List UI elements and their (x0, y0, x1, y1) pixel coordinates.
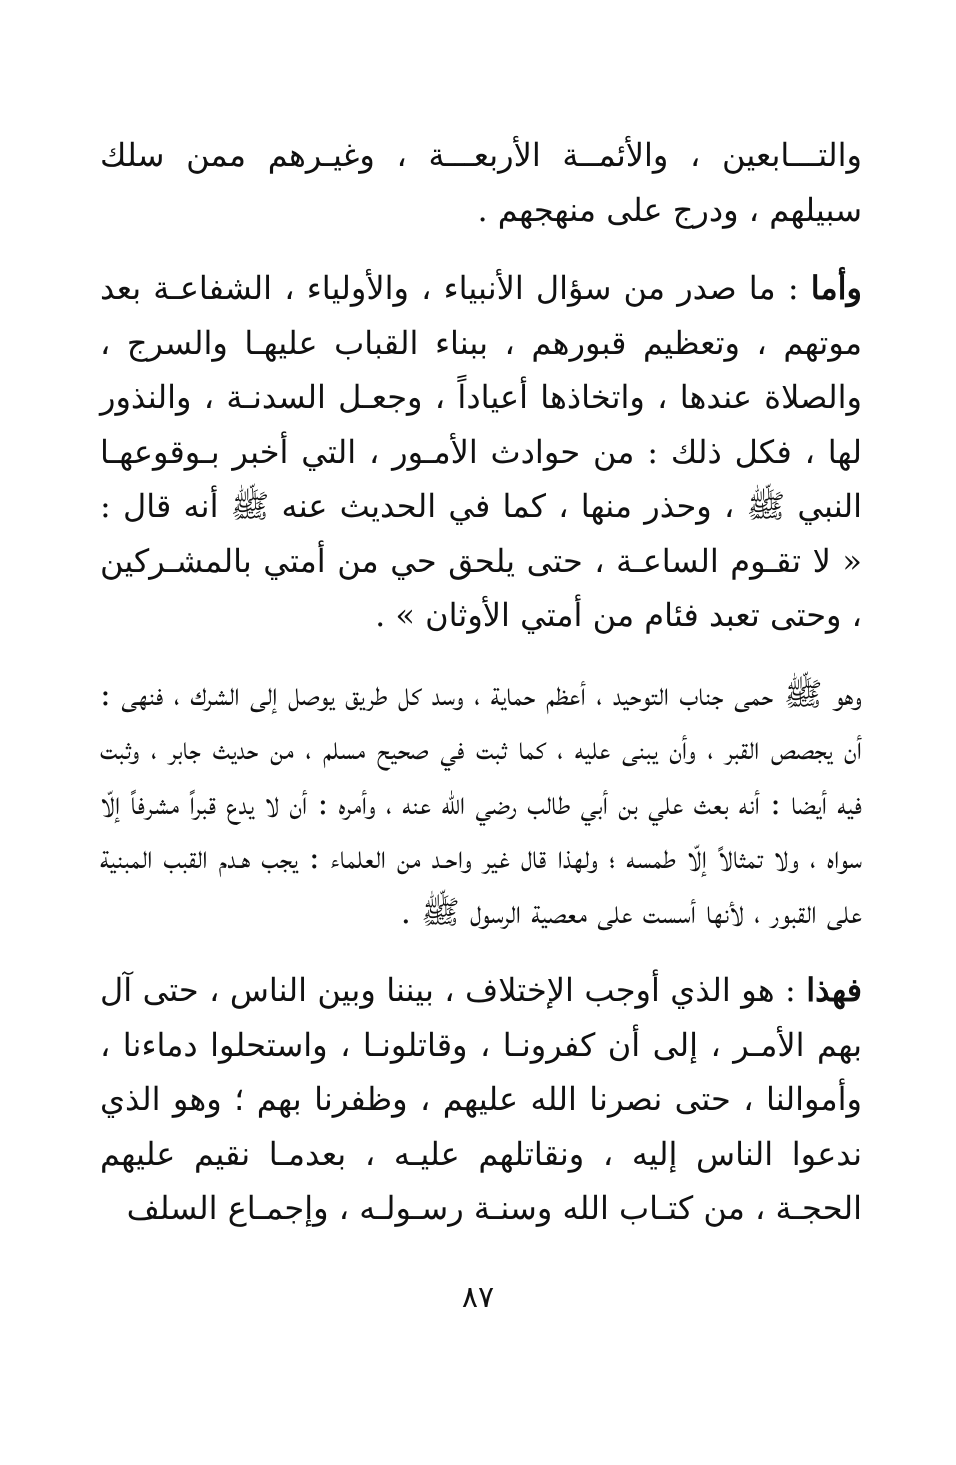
paragraph-text: : هو الذي أوجب الإختلاف ، بيننا وبين الناس ، حتى آل بهم الأمـر ، إلى أن كفرونـا ، وقاتلونـا ، واستحلوا دماءنا ، وأموالنا ، حتى نصرنا الله عليهم ، وظفرنا بهم ؛ وهو الذي ندعوا الناس إليه ، ونقاتلهم عليـه ، بعدمـا نقيم عليهم الحجـة ، من كتـاب الله وسنـة رسـولـه ، وإجمـاع السلف (100, 971, 863, 1227)
paragraph-text: والتـــابعين ، والأئمــة الأربعـــة ، وغيـرهم ممن سلك سبيلهم ، ودرج على منهجهم . (100, 136, 862, 229)
paragraph-text: : ما صدر من سؤال الأنبياء ، والأولياء ، الشفاعـة بعد موتهم ، وتعظيم قبورهم ، ببناء القباب عليهـا والسرج ، والصلاة عندها ، واتخاذها أعياداً ، وجعـل السدنـة ، والنذور لها ، فكل ذلك : من حوادث الأمـور ، التي أخبر بـوقوعهـا النبي ﷺ ، وحذر منها ، كما في الحديث عنه ﷺ أنه قال : « لا تقـوم الساعـة ، حتى يلحق حي من أمتي بالمشـركين ، وحتى تعبد فئام من أمتي الأوثان » . (100, 269, 863, 634)
paragraph-1 (100, 128, 862, 237)
paragraph-lead: وأما (810, 269, 862, 307)
paragraph-text: وهو ﷺ حمى جناب التوحيد ، أعظم حماية ، وسد كل طريق يوصل إلى الشرك ، فنهى : أن يجصص القبر ، وأن يبنى عليه ، كما ثبت في صحيح مسلم ، من حديث جابر ، وثبت فيه أيضا : أنه بعث علي بن أبي طالب رضي الله عنه ، وأمره : أن لا يدع قبراً مشرفاً إلّا سواه ، ولا تمثالاً إلّا طمسه ؛ ولهذا قال غير واحـد من العلماء : يجب هـدم القبب المبنية على القبور ، لأنها أسست على معصية الرسول ﷺ . (100, 674, 863, 931)
body-text (100, 128, 862, 1236)
page-number: ٨٧ (461, 1280, 495, 1315)
paragraph-4 (100, 963, 862, 1236)
paragraph-2 (100, 261, 862, 643)
paragraph-lead: فهذا (806, 971, 862, 1009)
paragraph-3 (100, 667, 862, 940)
